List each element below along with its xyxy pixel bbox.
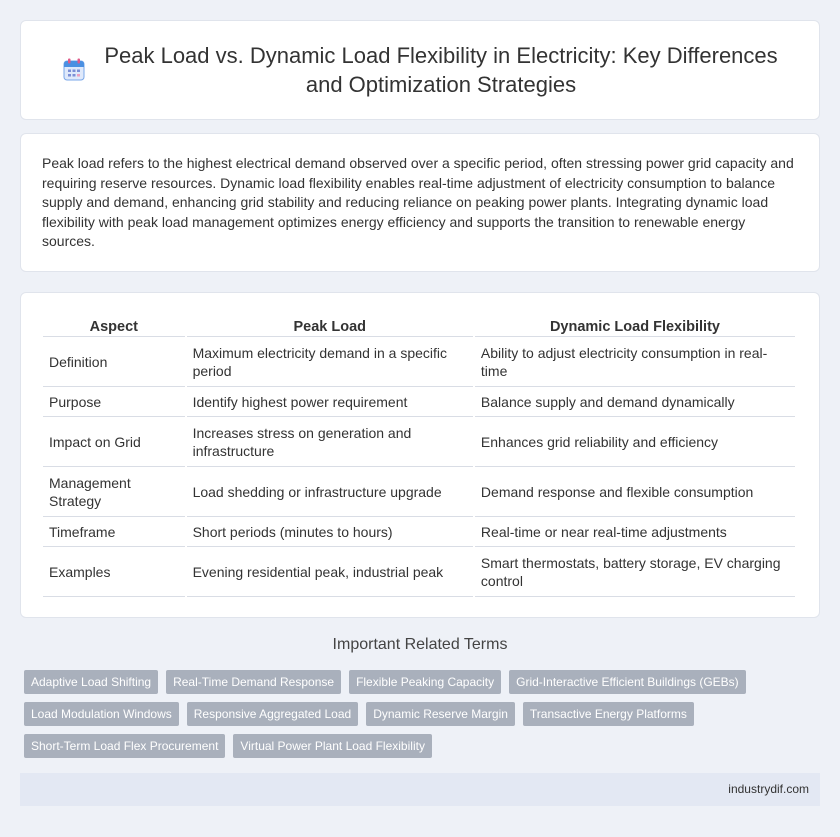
tag-load-modulation-windows[interactable]: Load Modulation Windows <box>24 702 179 726</box>
table-cell: Identify highest power requirement <box>187 387 473 417</box>
table-row <box>43 337 795 387</box>
calendar-icon <box>60 56 88 84</box>
tag-dynamic-reserve-margin[interactable]: Dynamic Reserve Margin <box>366 702 515 726</box>
tag-transactive-energy-platforms[interactable]: Transactive Energy Platforms <box>523 702 694 726</box>
table-cell: Definition <box>43 337 185 387</box>
tag-responsive-aggregated-load[interactable]: Responsive Aggregated Load <box>187 702 358 726</box>
table-cell: Enhances grid reliability and efficiency <box>475 417 795 467</box>
table-header-row <box>43 314 795 337</box>
column-header-peak-load: Peak Load <box>187 314 473 337</box>
related-terms-heading: Important Related Terms <box>332 636 508 653</box>
tag-adaptive-load-shifting[interactable]: Adaptive Load Shifting <box>24 670 158 694</box>
column-header-dynamic-flexibility: Dynamic Load Flexibility <box>475 314 795 337</box>
table-cell: Ability to adjust electricity consumption in real-time <box>475 337 795 387</box>
table-cell: Examples <box>43 547 185 597</box>
title-card <box>20 20 820 120</box>
table-cell: Real-time or near real-time adjustments <box>475 517 795 547</box>
table-row <box>43 547 795 597</box>
intro-card <box>20 133 820 272</box>
table-row <box>43 417 795 467</box>
table-cell: Smart thermostats, battery storage, EV charging control <box>475 547 795 597</box>
comparison-table-card <box>20 292 820 618</box>
page-title: Peak Load vs. Dynamic Load Flexibility in Electricity: Key Differences and Optimization Strategies <box>104 43 778 97</box>
comparison-table <box>41 314 797 597</box>
table-cell: Short periods (minutes to hours) <box>187 517 473 547</box>
table-row <box>43 517 795 547</box>
table-row <box>43 467 795 517</box>
table-cell: Management Strategy <box>43 467 185 517</box>
table-cell: Evening residential peak, industrial peak <box>187 547 473 597</box>
intro-paragraph: Peak load refers to the highest electrical demand observed over a specific period, often stressing power grid capacity and requiring reserve resources. Dynamic load flexibility enables real-time adjustment of electricity consumption to balance supply and demand, enhancing grid stability and reducing reliance on peaking power plants. Integrating dynamic load flexibility with peak load management optimizes energy efficiency and supports the transition to renewable energy sources. <box>42 155 794 250</box>
table-cell: Balance supply and demand dynamically <box>475 387 795 417</box>
tag-real-time-demand-response[interactable]: Real-Time Demand Response <box>166 670 341 694</box>
tag-short-term-load-flex[interactable]: Short-Term Load Flex Procurement <box>24 734 225 758</box>
table-cell: Impact on Grid <box>43 417 185 467</box>
column-header-aspect: Aspect <box>43 314 185 337</box>
table-cell: Increases stress on generation and infrastructure <box>187 417 473 467</box>
table-cell: Demand response and flexible consumption <box>475 467 795 517</box>
table-cell: Purpose <box>43 387 185 417</box>
table-cell: Maximum electricity demand in a specific period <box>187 337 473 387</box>
tag-virtual-power-plant[interactable]: Virtual Power Plant Load Flexibility <box>233 734 432 758</box>
related-terms-tags <box>24 670 824 766</box>
table-cell: Timeframe <box>43 517 185 547</box>
footer <box>20 773 820 806</box>
tag-flexible-peaking-capacity[interactable]: Flexible Peaking Capacity <box>349 670 501 694</box>
table-cell: Load shedding or infrastructure upgrade <box>187 467 473 517</box>
tag-grid-interactive-buildings[interactable]: Grid-Interactive Efficient Buildings (GEBs) <box>509 670 746 694</box>
footer-site-link[interactable]: industrydif.com <box>728 782 809 796</box>
table-row <box>43 387 795 417</box>
